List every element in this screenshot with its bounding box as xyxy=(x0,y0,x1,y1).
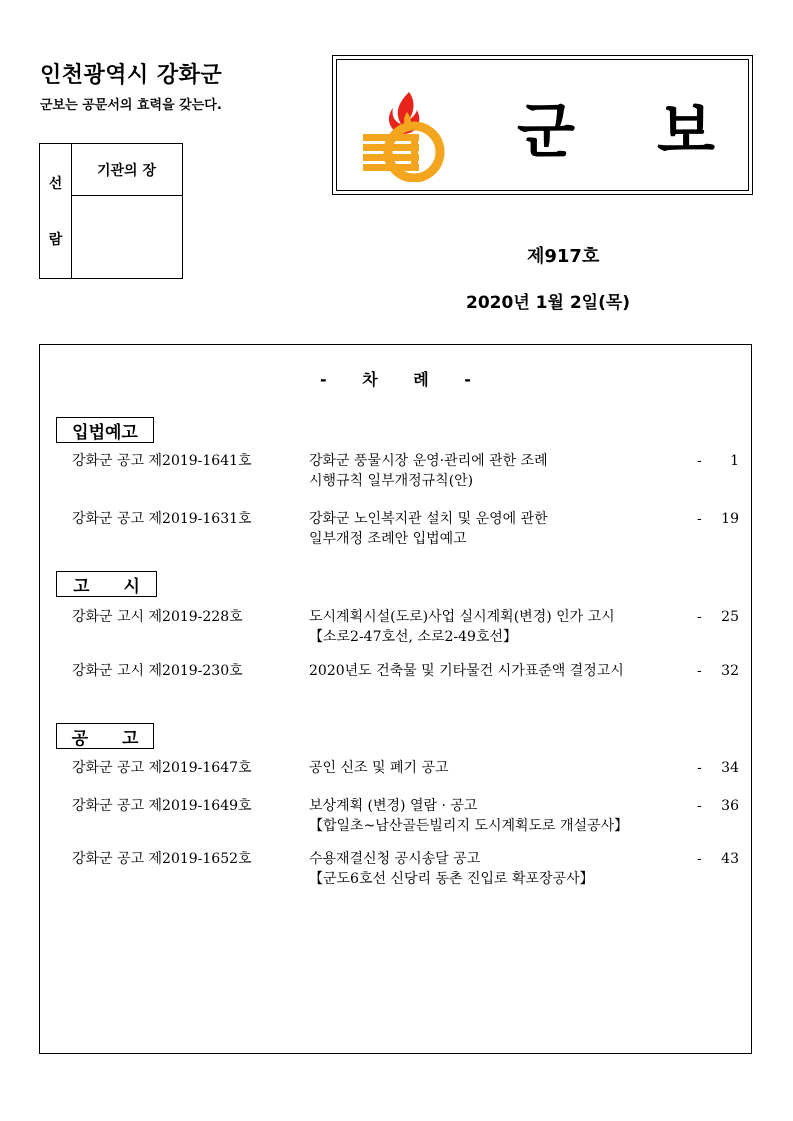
entry-page: 43 xyxy=(721,851,739,867)
entry-title: 【군도6호선 신당리 동촌 진입로 확포장공사】 xyxy=(309,871,594,887)
entry-dash: - xyxy=(697,663,702,679)
org-name: 인천광역시 강화군 xyxy=(40,63,223,88)
approval-side-char: 람 xyxy=(48,232,63,248)
entry-page: 1 xyxy=(730,453,739,469)
entry-title: 2020년도 건축물 및 기타물건 시가표준액 결정고시 xyxy=(309,663,624,679)
county-emblem-icon xyxy=(359,82,449,182)
entry-dash: - xyxy=(697,851,702,867)
entry-title: 수용재결신청 공시송달 공고 xyxy=(309,851,481,867)
title-box-inner xyxy=(336,59,749,191)
entry-title: 【합일초~남산골든빌리지 도시계획도로 개설공사】 xyxy=(309,818,629,834)
entry-number: 강화군 공고 제2019-1652호 xyxy=(72,851,252,867)
entry-dash: - xyxy=(697,760,702,776)
entry-page: 32 xyxy=(721,663,739,679)
issue-date: 2020년 1월 2일(목) xyxy=(466,293,631,313)
entry-number: 강화군 고시 제2019-228호 xyxy=(72,609,243,625)
entry-title: 보상계획 (변경) 열람 · 공고 xyxy=(309,798,478,814)
entry-title: 공인 신조 및 폐기 공고 xyxy=(309,760,449,776)
entry-number: 강화군 공고 제2019-1647호 xyxy=(72,760,252,776)
entry-title: 【소로2-47호선, 소로2-49호선】 xyxy=(309,629,517,645)
issue-number: 제917호 xyxy=(527,246,600,267)
entry-dash: - xyxy=(697,609,702,625)
entry-dash: - xyxy=(697,511,702,527)
gazette-title-char: 보 xyxy=(657,97,715,167)
entry-title: 강화군 풍물시장 운영·관리에 관한 조례 xyxy=(309,453,548,469)
entry-title: 강화군 노인복지관 설치 및 운영에 관한 xyxy=(309,511,548,527)
entry-number: 강화군 공고 제2019-1641호 xyxy=(72,453,252,469)
entry-page: 25 xyxy=(721,609,739,625)
entry-dash: - xyxy=(697,798,702,814)
approval-head: 기관의 장 xyxy=(71,144,182,196)
section-label: 고 시 xyxy=(56,571,157,597)
entry-number: 강화군 공고 제2019-1649호 xyxy=(72,798,252,814)
entry-title: 일부개정 조례안 입법예고 xyxy=(309,531,467,547)
entry-title: 시행규칙 일부개정규칙(안) xyxy=(309,473,474,489)
title-box xyxy=(332,55,753,195)
entry-page: 19 xyxy=(721,511,739,527)
section-label: 입법예고 xyxy=(56,417,154,443)
approval-box xyxy=(39,143,183,279)
section-label: 공 고 xyxy=(56,723,154,749)
entry-page: 36 xyxy=(721,798,739,814)
entry-title: 도시계획시설(도로)사업 실시계획(변경) 인가 고시 xyxy=(309,609,615,625)
entry-number: 강화군 공고 제2019-1631호 xyxy=(72,511,252,527)
approval-side-char: 선 xyxy=(48,176,63,192)
approval-side-label xyxy=(40,144,72,278)
entry-number: 강화군 고시 제2019-230호 xyxy=(72,663,243,679)
table-of-contents xyxy=(39,344,752,1054)
entry-dash: - xyxy=(697,453,702,469)
entry-page: 34 xyxy=(721,760,739,776)
tagline: 군보는 공문서의 효력을 갖는다. xyxy=(40,98,222,113)
toc-title: - 차 례 - xyxy=(320,370,471,389)
gazette-title-char: 군 xyxy=(517,97,575,167)
